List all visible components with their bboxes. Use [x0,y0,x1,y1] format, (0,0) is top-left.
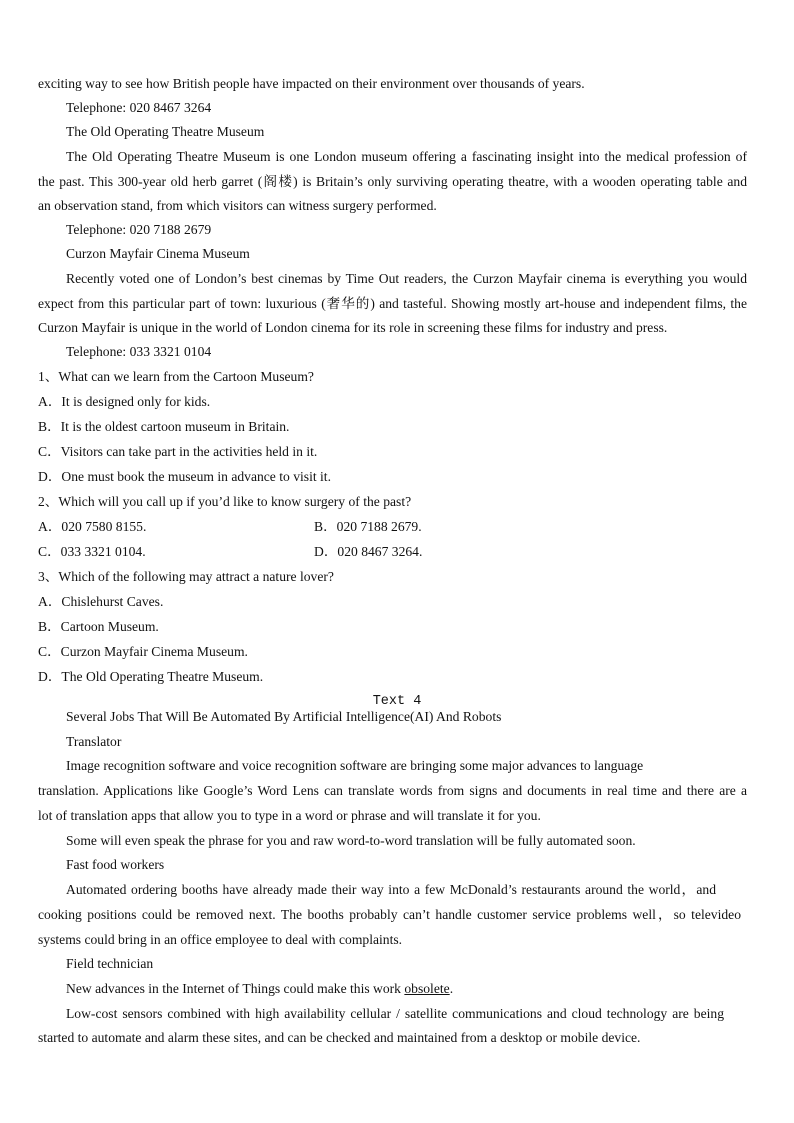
option-a: A．Chislehurst Caves. [38,594,164,609]
telephone-text: Telephone: 020 8467 3264 [66,100,212,115]
paragraph-line: The Old Operating Theatre Museum is one London museum offering a fascinating insight into the medical profession of [66,149,747,164]
paragraph-line: lot of translation apps that allow you to type in a word or phrase and will translate it for you. [38,808,541,823]
text-heading: Text 4 [372,694,422,709]
paragraph-line: Some will even speak the phrase for you and raw word-to-word translation will be fully automated soon. [66,833,636,848]
option-c: C．Curzon Mayfair Cinema Museum. [38,644,248,659]
section-title: Field technician [66,956,154,971]
paragraph-line: Image recognition software and voice recognition software are bringing some major advances to language [66,758,644,773]
telephone-text: Telephone: 033 3321 0104 [66,344,212,359]
text-title: Several Jobs That Will Be Automated By Artificial Intelligence(AI) And Robots [66,709,502,724]
option-b: B．It is the oldest cartoon museum in Britain. [38,419,290,434]
paragraph-line: cooking positions could be removed next. The booths probably can’t handle customer service problems well，so televideo [38,907,741,922]
paragraph-line: an observation stand, from which visitors can witness surgery performed. [38,198,437,213]
paragraph-line: started to automate and alarm these sites, and can be checked and maintained from a desktop or mobile device. [38,1030,641,1045]
paragraph-line: systems could bring in an office employee to deal with complaints. [38,932,403,947]
question-2: 2、Which will you call up if you’d like to know surgery of the past? [38,494,412,509]
section-title: Translator [66,734,122,749]
option-c: C．Visitors can take part in the activities held in it. [38,444,318,459]
underlined-word: obsolete [404,981,450,996]
option-a: A．It is designed only for kids. [38,394,211,409]
paragraph-line: exciting way to see how British people have impacted on their environment over thousands of years. [38,76,585,91]
section-title: Fast food workers [66,857,165,872]
paragraph-line: Curzon Mayfair is unique in the world of London cinema for its role in screening these films for industry and press. [38,320,668,335]
paragraph-line [66,981,453,997]
option-b: B．020 7188 2679. [314,519,422,534]
paragraph-line: Automated ordering booths have already made their way into a few McDonald’s restaurants around the world，and [66,882,716,897]
option-c: C．033 3321 0104. [38,544,146,559]
option-d: D．020 8467 3264. [314,544,423,559]
paragraph-line: Low-cost sensors combined with high availability cellular / satellite communications and cloud technology are being [66,1006,724,1021]
paragraph-line: expect from this particular part of town: luxurious (奢华的) and tasteful. Showing mostly art-house and independent films, the [38,296,747,311]
text-span: New advances in the Internet of Things could make this work [66,981,405,996]
paragraph-line: translation. Applications like Google’s Word Lens can translate words from signs and documents in real time and there are a [38,783,747,798]
section-title: Curzon Mayfair Cinema Museum [66,246,250,261]
option-d: D．The Old Operating Theatre Museum. [38,669,264,684]
text-span: . [449,981,454,996]
option-d: D．One must book the museum in advance to visit it. [38,469,331,484]
option-b: B．Cartoon Museum. [38,619,159,634]
section-title: The Old Operating Theatre Museum [66,124,265,139]
paragraph-line: Recently voted one of London’s best cinemas by Time Out readers, the Curzon Mayfair cinema is everything you would [66,271,747,286]
option-a: A．020 7580 8155. [38,519,147,534]
paragraph-line: the past. This 300-year old herb garret (阁楼) is Britain’s only surviving operating theatre, with a wooden operating table and [38,174,747,189]
question-3: 3、Which of the following may attract a nature lover? [38,569,334,584]
telephone-text: Telephone: 020 7188 2679 [66,222,212,237]
question-1: 1、What can we learn from the Cartoon Museum? [38,369,314,384]
